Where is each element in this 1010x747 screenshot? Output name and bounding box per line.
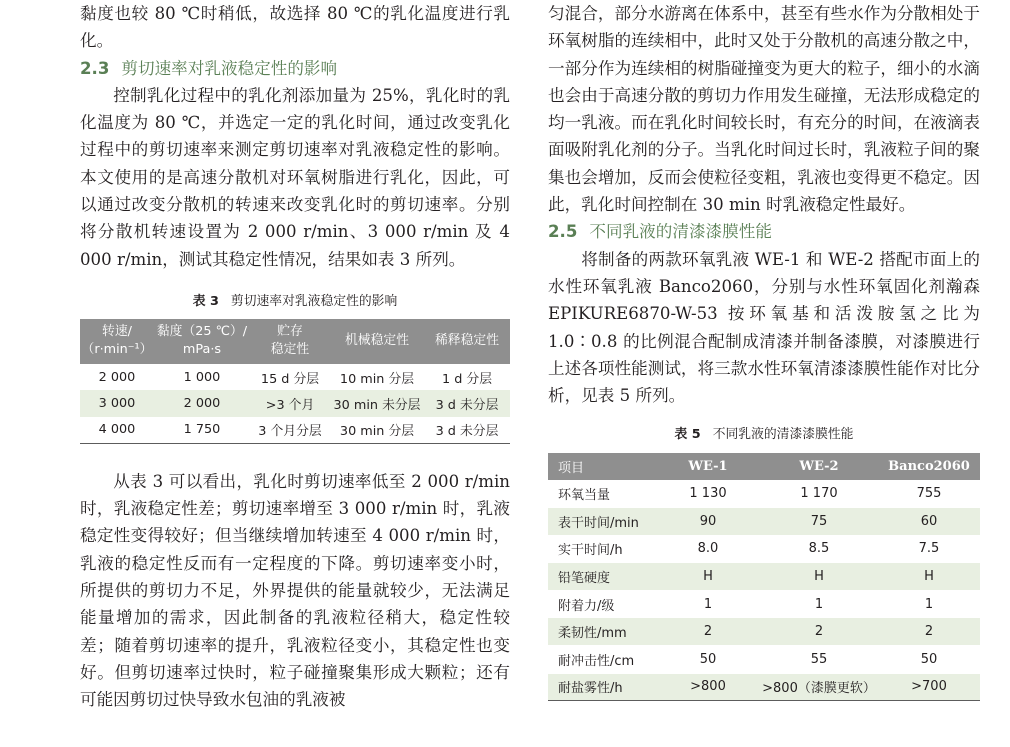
table-cell: >800: [656, 673, 760, 701]
table-cell: 3 d 未分层: [424, 417, 510, 444]
column-header: 贮存 稳定性: [270, 324, 310, 358]
table-cell: 8.5: [760, 535, 878, 563]
table-row: [548, 590, 980, 618]
section-title: 不同乳液的清漆漆膜性能: [589, 222, 772, 242]
section-number: 2.5: [548, 222, 578, 242]
table-cell: 30 min 分层: [330, 417, 424, 444]
table-cell: >700: [878, 673, 980, 701]
table-cell: 7.5: [878, 535, 980, 563]
table-cell: 3 d 未分层: [424, 390, 510, 416]
table-row: [548, 618, 980, 646]
column-header: 项目: [558, 461, 585, 477]
table-row: [548, 535, 980, 563]
table-cell: H: [656, 563, 760, 591]
table-cell: 50: [878, 646, 980, 674]
table-row: [548, 673, 980, 701]
table-cell: 1: [878, 590, 980, 618]
table-row: [80, 417, 510, 444]
table-row: [548, 508, 980, 536]
table-row: [548, 563, 980, 591]
right-column: [548, 0, 980, 701]
table-cell: 2: [656, 618, 760, 646]
table-cell: 1 000: [183, 369, 221, 385]
table-cell: 铅笔硬度: [548, 563, 656, 591]
paragraph-intro: 黏度也较 80 ℃时稍低，故选择 80 ℃的乳化温度进行乳化。: [80, 4, 510, 51]
table-cell: 3 000: [80, 390, 154, 416]
table-cell: >3 个月: [250, 390, 330, 416]
table-cell: 75: [760, 508, 878, 536]
table-cell: 2: [878, 618, 980, 646]
table-cell: H: [878, 563, 980, 591]
table-5-caption: [548, 423, 980, 442]
table-cell: 4 000: [80, 417, 154, 444]
table-cell: 55: [760, 646, 878, 674]
table-title: 剪切速率对乳液稳定性的影响: [230, 293, 398, 309]
table-3-caption: [80, 290, 510, 309]
left-column: [80, 0, 510, 714]
table-5: [548, 453, 980, 701]
table-row: [548, 480, 980, 507]
table-cell: 90: [656, 508, 760, 536]
table-label: 表 5: [674, 427, 701, 443]
table-label: 表 3: [192, 293, 219, 309]
table-cell: 10 min 分层: [339, 371, 415, 387]
table-cell: 8.0: [656, 535, 760, 563]
table-cell: 实干时间/h: [548, 535, 656, 563]
table-cell: 表干时间/min: [548, 508, 656, 536]
table-header-row: [548, 453, 980, 480]
table-cell: 2: [760, 618, 878, 646]
column-header: 机械稳定性: [345, 333, 409, 349]
table-cell: 耐盐雾性/h: [548, 673, 656, 701]
table-cell: 环氧当量: [548, 480, 656, 507]
table-row: [80, 390, 510, 416]
table-cell: 耐冲击性/cm: [548, 646, 656, 674]
table-cell: >800（漆膜更软）: [760, 673, 878, 701]
table-row: [80, 364, 510, 390]
column-header: 黏度（25 ℃）/ mPa·s: [156, 324, 248, 358]
table-cell: 3 个月分层: [250, 417, 330, 444]
column-header: WE-1: [688, 459, 728, 475]
section-number: 2.3: [80, 58, 110, 78]
column-header: WE-2: [799, 459, 839, 475]
table-cell: H: [760, 563, 878, 591]
paragraph-2-5: 将制备的两款环氧乳液 WE-1 和 WE-2 搭配市面上的水性环氧乳液 Banco2060，分别与水性环氧固化剂瀚森 EPIKURE6870-W-53 按环氧基和活泼胺氢之比为 1.0∶0.8 的比例混合配制成清漆并制备漆膜，对漆膜进行上述各项性能测试，将三款水性环氧清漆漆膜性能作对比分析，见表 5 所列。: [548, 249, 980, 406]
table-cell: 1 170: [760, 480, 878, 507]
table-cell: 755: [878, 480, 980, 507]
table-cell: 15 d 分层: [260, 371, 320, 387]
column-header: Banco2060: [888, 459, 970, 475]
table-cell: 1 130: [656, 480, 760, 507]
table-title: 不同乳液的清漆漆膜性能: [712, 427, 854, 443]
table-cell: 1 d 分层: [442, 371, 492, 387]
table-cell: 50: [656, 646, 760, 674]
section-heading-2-5: [548, 218, 980, 245]
table-cell: 2 000: [98, 369, 136, 385]
table-row: [548, 646, 980, 674]
paragraph-2-3: 控制乳化过程中的乳化剂添加量为 25%，乳化时的乳化温度为 80 ℃，并选定一定的乳化时间，通过改变乳化过程中的剪切速率来测定剪切速率对乳液稳定性的影响。本文使用的是高速分散机对环氧树脂进行乳化，因此，可以通过改变分散机的转速来改变乳化时的剪切速率。分别将分散机转速设置为 2 000 r/min、3 000 r/min 及 4 000 r/min，测试其稳定性情况，结果如表 3 所列。: [80, 85, 510, 269]
paragraph-after-table-3: 从表 3 可以看出，乳化时剪切速率低至 2 000 r/min 时，乳液稳定性差；剪切速率增至 3 000 r/min 时，乳液稳定性变得较好；但当继续增加转速至 4 000 r/min 时，乳液的稳定性反而有一定程度的下降。剪切速率变小时，所提供的剪切力不足，外界提供的能量就较少，无法满足能量增加的需求，因此制备的乳液粒径稍大，稳定性较差；随着剪切速率的提升，乳液粒径变小，其稳定性也变好。但剪切速率过快时，粒子碰撞聚集形成大颗粒；还有可能因剪切过快导致水包油的乳液被: [80, 471, 510, 710]
table-cell: 附着力/级: [548, 590, 656, 618]
table-cell: 2 000: [154, 390, 250, 416]
section-title: 剪切速率对乳液稳定性的影响: [121, 58, 338, 78]
table-cell: 1 750: [154, 417, 250, 444]
table-cell: 1: [656, 590, 760, 618]
paragraph-continued: 匀混合，部分水游离在体系中，甚至有些水作为分散相处于环氧树脂的连续相中，此时又处于分散机的高速分散之中，一部分作为连续相的树脂碰撞变为更大的粒子，细小的水滴也会由于高速分散的剪切力作用发生碰撞，无法形成稳定的均一乳液。而在乳化时间较长时，有充分的时间，在液滴表面吸附乳化剂的分子。当乳化时间过长时，乳液粒子间的聚集也会增加，反而会使粒径变粗，乳液也变得更不稳定。因此，乳化时间控制在 30 min 时乳液稳定性最好。: [548, 4, 980, 215]
table-cell: 60: [878, 508, 980, 536]
table-3: [80, 319, 510, 444]
table-header-row: [80, 319, 510, 364]
table-cell: 柔韧性/mm: [548, 618, 656, 646]
section-heading-2-3: [80, 55, 510, 82]
table-cell: 30 min 未分层: [330, 390, 424, 416]
column-header: 转速/ （r·min⁻¹）: [81, 324, 153, 358]
table-cell: 1: [760, 590, 878, 618]
column-header: 稀释稳定性: [435, 333, 499, 349]
